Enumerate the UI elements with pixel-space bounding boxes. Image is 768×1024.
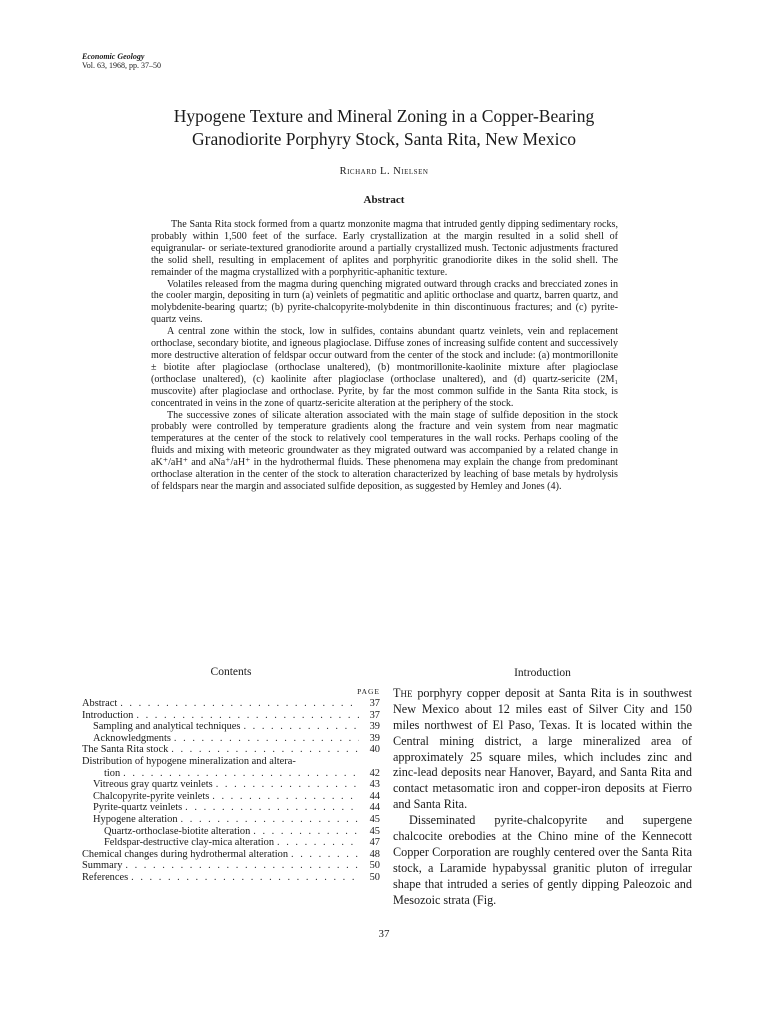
toc-entry: Acknowledgments . . . 39 — [82, 733, 380, 745]
author: Richard L. Nielsen — [339, 166, 429, 177]
abstract-paragraph: The Santa Rita stock formed from a quartz monzonite magma that intruded gently dipping sedimentary rocks, probably within 1,500 feet of the surface. Early crystallization at the margin resulted in a solid shell of equigranular- or seriate-textured granodiorite around a partially crystallized mush. Tectonic adjustments fractured the solid shell, resulting in emplacement of aplites and porphyritic granodiorite dikes in the solid shell. The remainder of the magma crystallized with a porphyritic-aphanitic texture. — [151, 219, 618, 278]
intro-paragraph: Disseminated pyrite-chalcopyrite and supergene chalcocite orebodies at the Chino mine of the Kennecott Copper Corporation are roughly centered over the Santa Rita stock, a Laramide hypabyssal granitic pluton of irregular shape that intruded a series of gently dipping Paleozoic and Mesozoic strata (Fig. — [393, 813, 692, 907]
toc-list — [82, 698, 380, 884]
toc-entry: Quartz-orthoclase-biotite alteration . . . 45 — [82, 826, 380, 838]
toc-entry: Distribution of hypogene mineralization and altera- — [82, 755, 296, 767]
toc-entry: Hypogene alteration . . . 45 — [82, 814, 380, 826]
toc-entry: Abstract . . . 37 — [82, 698, 380, 710]
title-line-2: Granodiorite Porphyry Stock, Santa Rita, New Mexico — [192, 129, 576, 149]
abstract-paragraph: A central zone within the stock, low in sulfides, contains abundant quartz veinlets, vein and replacement orthoclase, secondary biotite, and igneous plagioclase. Diffuse zones of increasing sulfide content and successively more destructive alteration of feldspar occur outward from the center of the stock and include: (a) montmorillonite ± biotite after plagioclase (orthoclase unaltered), (b) montmorillonite-kaolinite mixture after plagioclase (orthoclase unaltered), (c) kaolinite after plagioclase (orthoclase unaltered), and (d) quartz-sericite (2M₁ muscovite) after plagioclase and orthoclase. Pyrite, by far the most common sulfide in the Santa Rita stock, is concentrated in veins in the zone of quartz-sericite alteration at the periphery of the stock. — [151, 326, 618, 409]
toc-entry: Introduction . . . 37 — [82, 710, 380, 722]
abstract-heading: Abstract — [363, 194, 405, 206]
toc-entry: Vitreous gray quartz veinlets . . . 43 — [82, 779, 380, 791]
contents-heading: Contents — [210, 666, 252, 678]
journal-volume: Vol. 63, 1968, pp. 37–50 — [82, 61, 161, 70]
introduction-section — [393, 666, 692, 909]
toc-entry: Pyrite-quartz veinlets . . . 44 — [82, 802, 380, 814]
title-line-1: Hypogene Texture and Mineral Zoning in a Copper-Bearing — [173, 106, 595, 126]
journal-citation — [82, 52, 161, 70]
abstract-body — [151, 219, 618, 493]
toc-entry: Feldspar-destructive clay-mica alteration . . . 47 — [82, 837, 380, 849]
abstract-paragraph: The successive zones of silicate alteration associated with the main stage of sulfide deposition in the stock probably were controlled by temperature gradients along the fracture and vein system from near magmatic temperatures at the center of the stock to relatively cool temperatures in the wall rocks. Perhaps cooling of the fluids and mixing with meteoric groundwater as they migrated outward was accompanied by a related change in aK⁺/aH⁺ and aNa⁺/aH⁺ in the hydrothermal fluids. These phenomena may explain the change from predominant orthoclase alteration in the center of the stock to alteration characterized by leaching of base metals by hydrolysis of feldspars near the margin and associated sulfide deposition, as suggested by Hemley and Jones (4). — [151, 409, 618, 492]
toc-entry: tion . . . 42 — [82, 768, 380, 780]
toc-entry: The Santa Rita stock . . . 40 — [82, 744, 380, 756]
toc-entry: Summary . . . 50 — [82, 860, 380, 872]
contents-section — [82, 666, 380, 884]
toc-entry: References . . . 50 — [82, 872, 380, 884]
page-column-label: PAGE — [357, 687, 380, 696]
toc-entry: Chalcopyrite-pyrite veinlets . . . 44 — [82, 791, 380, 803]
journal-name: Economic Geology — [82, 52, 145, 61]
page-number: 37 — [378, 928, 390, 940]
intro-lead-word: The — [393, 685, 413, 700]
intro-paragraph: The porphyry copper deposit at Santa Rita is in southwest New Mexico about 12 miles east of Silver City and 150 miles northwest of El Paso, Texas. It is located within the Central mining district, a large mineralized area of approximately 25 square miles, which includes zinc and zinc-lead deposits near Hanover, Bayard, and Santa Rita and contact metasomatic iron and copper-iron deposits at Fierro and Santa Rita. — [393, 685, 692, 812]
abstract-paragraph: Volatiles released from the magma during quenching migrated outward through cracks and brecciated zones in the cooler margin, depositing in turn (a) veinlets of pegmatitic and aplitic orthoclase and quartz, barren quartz, and molybdenite-bearing quartz; (b) pyrite-chalcopyrite-molybdenite in thin discontinuous fractures; and (c) pyrite-quartz veins. — [151, 278, 618, 326]
toc-entry: Sampling and analytical techniques . . . 39 — [82, 721, 380, 733]
introduction-heading: Introduction — [514, 667, 571, 679]
toc-entry: Chemical changes during hydrothermal alteration . . . 48 — [82, 849, 380, 861]
paper-title — [0, 105, 768, 151]
